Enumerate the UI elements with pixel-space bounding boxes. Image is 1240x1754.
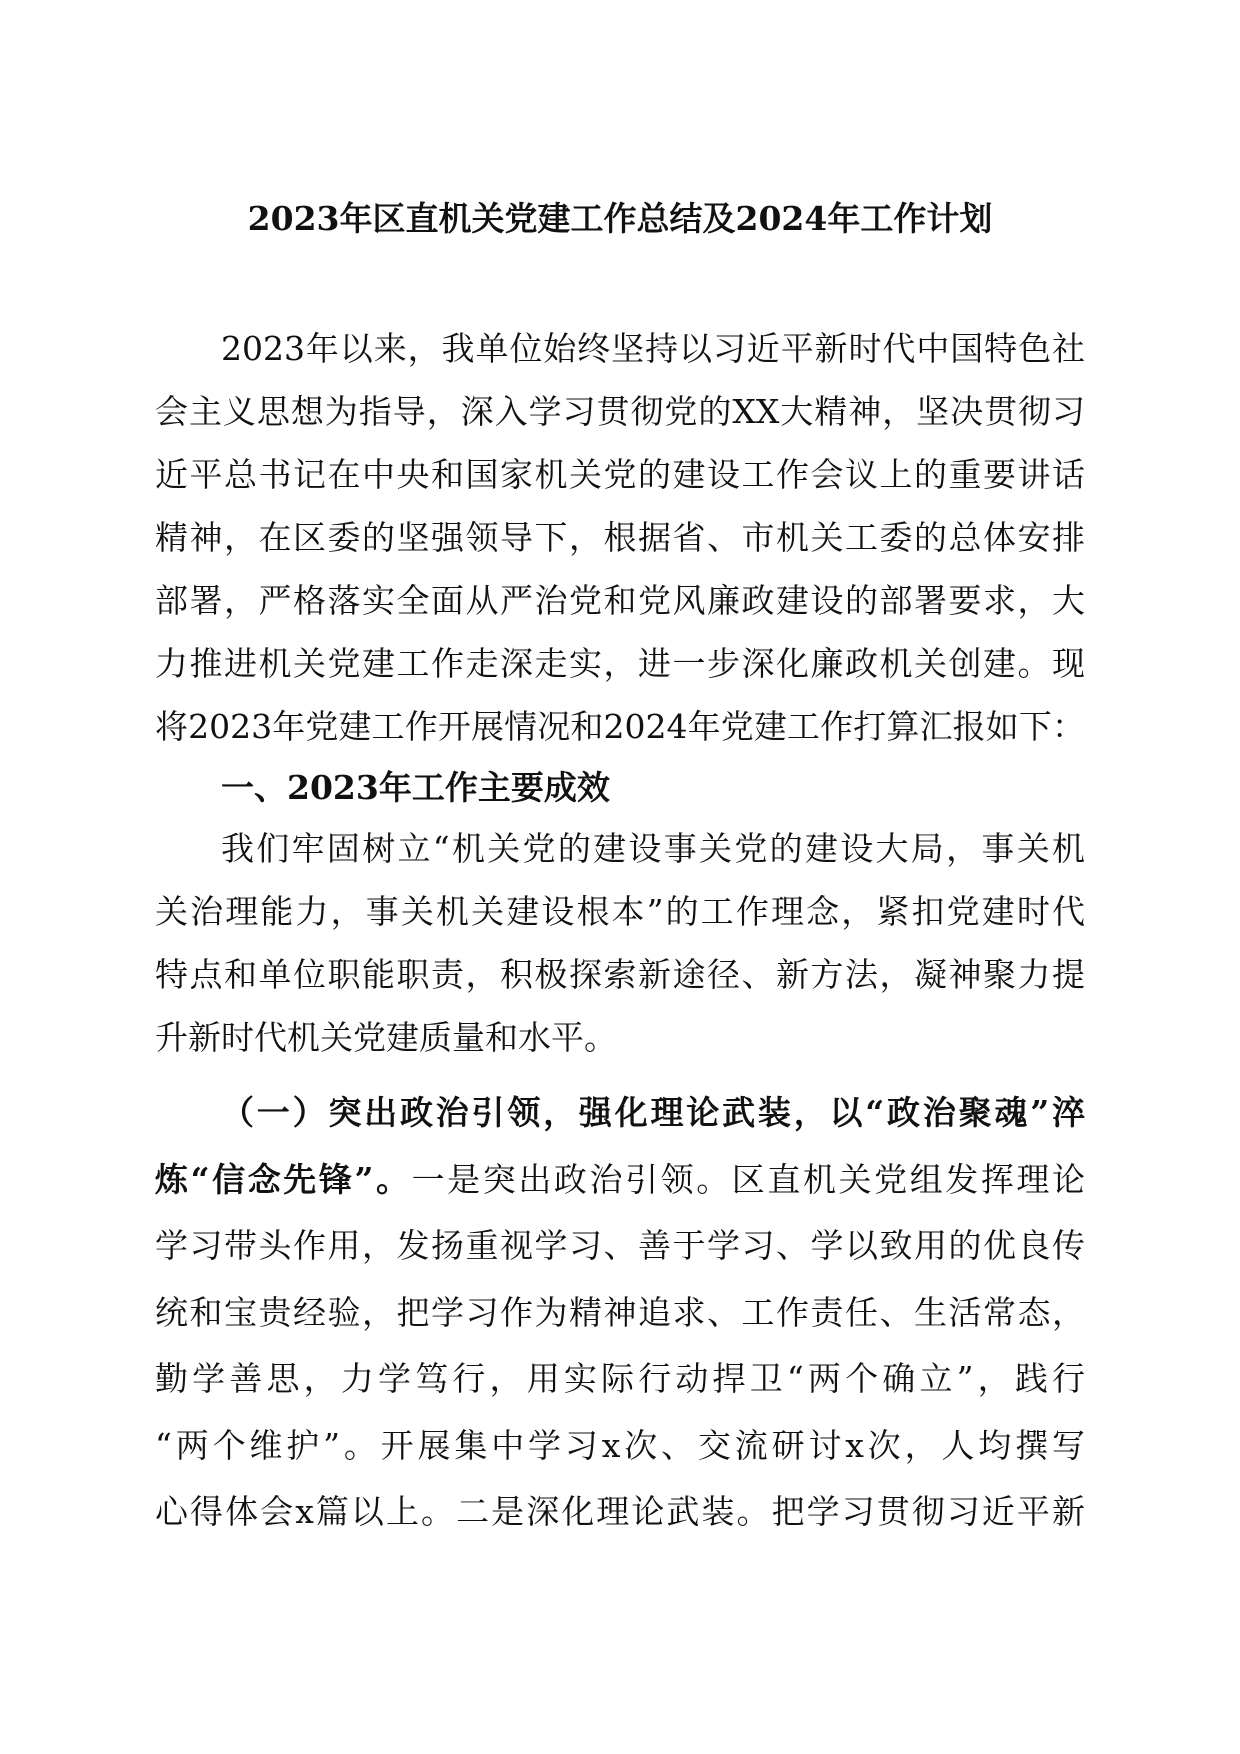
subsection-line-7: 心得体会x篇以上。二是深化理论武装。把学习贯彻习近平新 bbox=[155, 1492, 1085, 1531]
section-line-1: 我们牢固树立“机关党的建设事关党的建设大局，事关机 bbox=[221, 829, 1085, 868]
subsection-line-5: 勤学善思，力学笃行，用实际行动捍卫“两个确立”，践行 bbox=[155, 1359, 1085, 1398]
intro-line-6: 力推进机关党建工作走深走实，进一步深化廉政机关创建。现 bbox=[155, 644, 1085, 683]
subsection-line-3: 学习带头作用，发扬重视学习、善于学习、学以致用的优良传 bbox=[155, 1226, 1085, 1265]
section-line-3: 特点和单位职能职责，积极探索新途径、新方法，凝神聚力提 bbox=[155, 955, 1085, 994]
intro-line-5: 部署，严格落实全面从严治党和党风廉政建设的部署要求，大 bbox=[155, 581, 1085, 620]
section-line-2: 关治理能力，事关机关建设根本”的工作理念，紧扣党建时代 bbox=[155, 892, 1085, 931]
intro-line-1: 2023年以来，我单位始终坚持以习近平新时代中国特色社 bbox=[221, 329, 1085, 368]
intro-line-2: 会主义思想为指导，深入学习贯彻党的XX大精神，坚决贯彻习 bbox=[155, 392, 1085, 431]
intro-line-3: 近平总书记在中央和国家机关党的建设工作会议上的重要讲话 bbox=[155, 455, 1085, 494]
subsection-line-2 bbox=[155, 1151, 1085, 1209]
section-heading: 一、2023年工作主要成效 bbox=[221, 768, 610, 807]
subsection-line-4: 统和宝贵经验，把学习作为精神追求、工作责任、生活常态， bbox=[155, 1293, 1085, 1332]
document-title: 2023年区直机关党建工作总结及2024年工作计划 bbox=[247, 199, 993, 238]
subsection-heading-end: 炼“信念先锋”。 bbox=[155, 1160, 412, 1199]
subsection-line-2-text: 一是突出政治引领。区直机关党组发挥理论 bbox=[411, 1160, 1085, 1199]
subsection-line-6: “两个维护”。开展集中学习x次、交流研讨x次，人均撰写 bbox=[155, 1426, 1085, 1465]
section-line-4: 升新时代机关党建质量和水平。 bbox=[155, 1018, 617, 1057]
subsection-heading-line: （一）突出政治引领，强化理论武装，以“政治聚魂”淬 bbox=[221, 1093, 1085, 1132]
intro-line-4: 精神，在区委的坚强领导下，根据省、市机关工委的总体安排 bbox=[155, 518, 1085, 557]
intro-line-7: 将2023年党建工作开展情况和2024年党建工作打算汇报如下： bbox=[155, 707, 1085, 746]
